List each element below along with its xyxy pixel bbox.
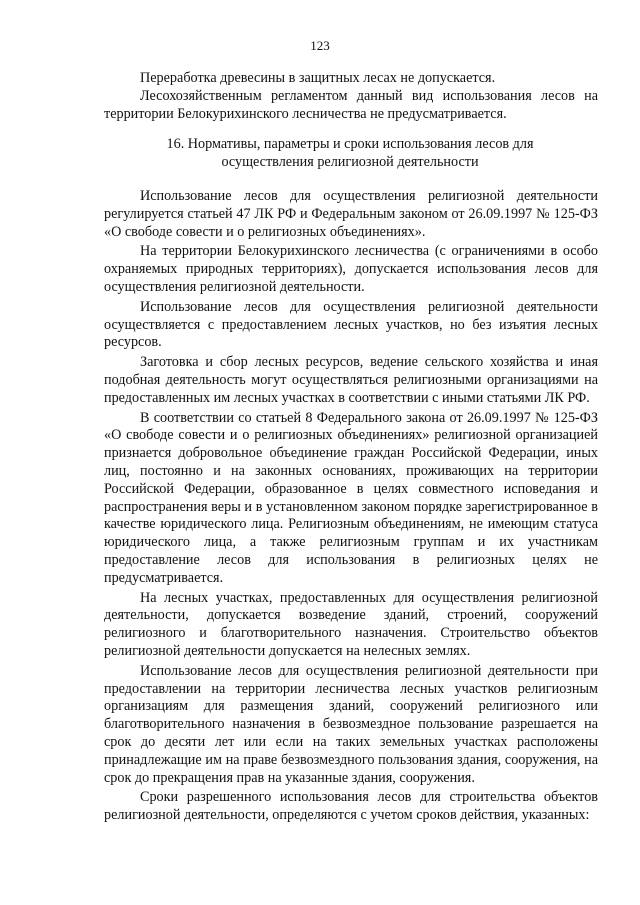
- body-paragraph: В соответствии со статьей 8 Федерального закона от 26.09.1997 № 125-ФЗ «О свободе совести и о религиозных объединениях» религиозной организацией признается добровольное объединение граждан Российской Федерации, иных лиц, постоянно и на законных основаниях, проживающих на территории Российской Федерации, образованное в целях совместного исповедания и распространения веры и в установленном законом порядке зарегистрированное в качестве юридического лица. Религиозным объединениям, не имеющим статуса юридического лица, а также религиозным группам и их участникам предоставление лесов для использования в религиозных целях не предусматривается.: [104, 409, 598, 586]
- section-title: 16. Нормативы, параметры и сроки использования лесов для осуществления религиозной деятельности: [166, 136, 534, 170]
- body-text: [104, 188, 598, 825]
- intro-paragraph: Лесохозяйственным регламентом данный вид использования лесов на территории Белокурихинского лесничества не предусматривается.: [104, 87, 598, 122]
- body-paragraph: Использование лесов для осуществления религиозной деятельности регулируется статьей 47 ЛК РФ и Федеральным законом от 26.09.1997 № 125-ФЗ «О свободе совести и о религиозных объединениях».: [104, 188, 598, 240]
- body-paragraph: На территории Белокурихинского лесничества (с ограничениями в особо охраняемых природных территориях), допускается использования лесов для осуществления религиозной деятельности.: [104, 243, 598, 295]
- body-paragraph: Сроки разрешенного использования лесов для строительства объектов религиозной деятельности, определяются с учетом сроков действия, указанных:: [104, 789, 598, 824]
- body-paragraph: Использование лесов для осуществления религиозной деятельности осуществляется с предоставлением лесных участков, но без изъятия лесных ресурсов.: [104, 298, 598, 351]
- body-paragraph: Заготовка и сбор лесных ресурсов, ведение сельского хозяйства и иная подобная деятельность могут осуществляться религиозными организациями на предоставленных им лесных участках в соответствии с иными статьями ЛК РФ.: [104, 354, 598, 406]
- body-paragraph: На лесных участках, предоставленных для осуществления религиозной деятельности, допускается возведение зданий, строений, сооружений религиозного и благотворительного назначения. Строительство объектов религиозной деятельности допускается на нелесных землях.: [104, 589, 598, 659]
- intro-block: [104, 70, 598, 123]
- body-paragraph: Использование лесов для осуществления религиозной деятельности при предоставлении на территории лесничества лесных участков религиозным организациям для размещения зданий, сооружений религиозного или благотворительного назначения в безвозмездное пользование разрешается на срок до десяти лет или если на таких земельных участках расположены принадлежащие им на праве безвозмездного пользования здания, сооружения, на срок до прекращения прав на указанные здания, сооружения.: [104, 662, 598, 786]
- page-number: 123: [310, 38, 330, 53]
- intro-paragraph: Переработка древесины в защитных лесах не допускается.: [140, 70, 496, 86]
- section-heading-block: [150, 136, 550, 172]
